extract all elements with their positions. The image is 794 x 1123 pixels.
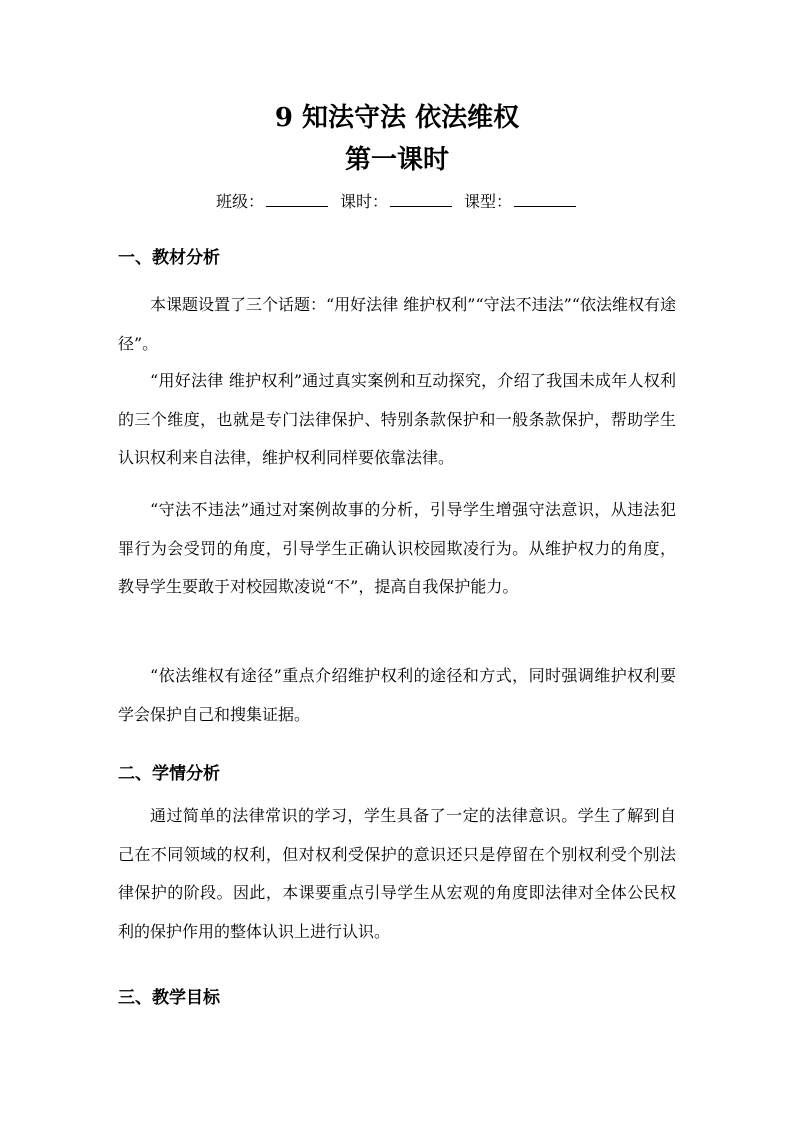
meta-period bbox=[340, 188, 454, 215]
meta-line bbox=[0, 188, 794, 215]
paragraph: 通过简单的法律常识的学习，学生具备了一定的法律意识。学生了解到自己在不同领域的权利，但对权利受保护的意识还只是停留在个别权利受个别法律保护的阶段。因此，本课要重点引导学生从宏观的角度即法律对全体公民权利的保护作用的整体认识上进行认识。 bbox=[118, 806, 676, 941]
section-heading-student-analysis: 二、学情分析 bbox=[118, 764, 220, 784]
document-subtitle: 第一课时 bbox=[344, 145, 449, 175]
type-blank bbox=[514, 188, 576, 207]
section-heading-textbook-analysis: 一、教材分析 bbox=[118, 248, 220, 268]
period-label: 课时： bbox=[339, 192, 388, 211]
section-heading-teaching-goals: 三、教学目标 bbox=[118, 988, 220, 1008]
meta-type bbox=[464, 188, 578, 215]
type-label: 课型： bbox=[464, 192, 513, 211]
period-blank bbox=[390, 188, 452, 207]
meta-class bbox=[216, 188, 330, 215]
class-label: 班级： bbox=[215, 192, 264, 211]
paragraph: “守法不违法”通过对案例故事的分析，引导学生增强守法意识，从违法犯罪行为会受罚的角度，引导学生正确认识校园欺凌行为。从维护权力的角度，教导学生要敢于对校园欺凌说“不”，提高自我保护能力。 bbox=[118, 500, 676, 597]
paragraph: “用好法律 维护权利”通过真实案例和互动探究，介绍了我国未成年人权利的三个维度，也就是专门法律保护、特别条款保护和一般条款保护，帮助学生认识权利来自法律，维护权利同样要依靠法律。 bbox=[118, 371, 676, 468]
paragraph: 本课题设置了三个话题：“用好法律 维护权利”“守法不违法”“依法维权有途径”。 bbox=[118, 295, 676, 353]
paragraph: “依法维权有途径”重点介绍维护权利的途径和方式，同时强调维护权利要学会保护自己和搜集证据。 bbox=[118, 666, 676, 724]
document-title: 9 知法守法 依法维权 bbox=[274, 103, 520, 133]
class-blank bbox=[266, 188, 328, 207]
